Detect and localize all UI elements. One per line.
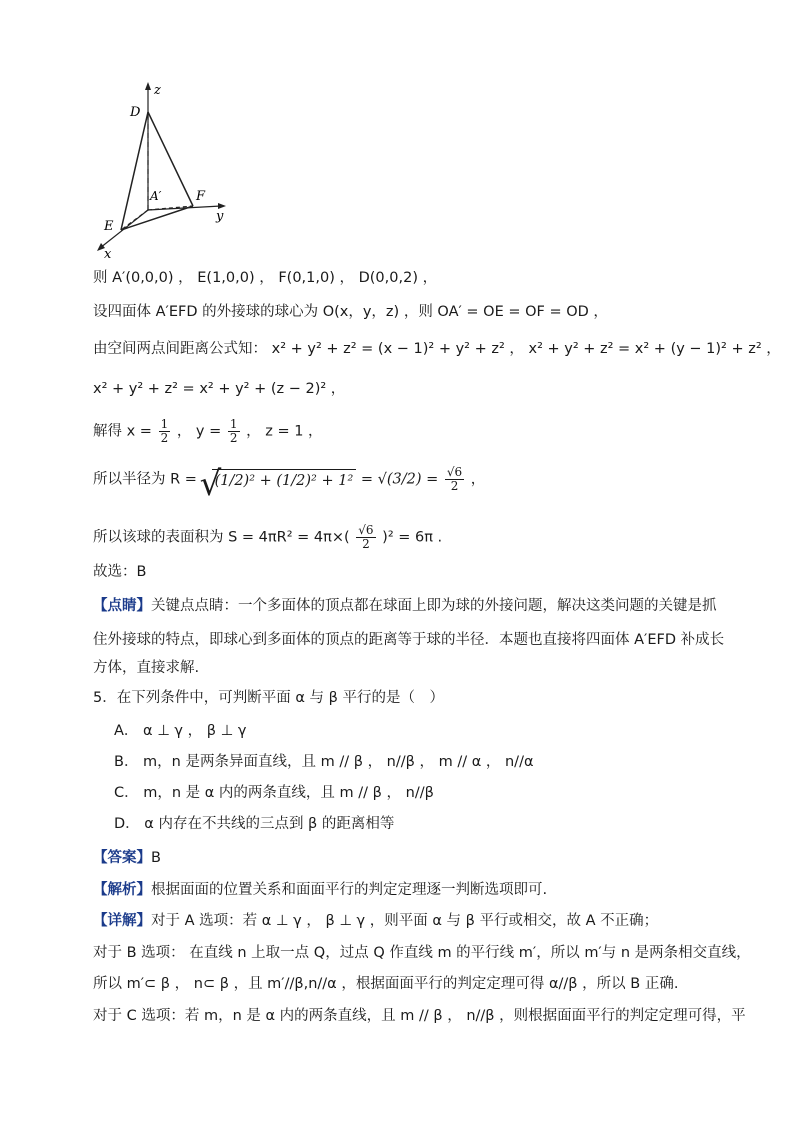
y-fraction: $\frac{1}{2}$	[229, 417, 238, 445]
distance-line-2: x² + y² + z² = x² + y² + (z − 2)² ，	[93, 381, 346, 397]
analysis-text: 根据面面的位置关系和面面平行的判定定理逐一判断选项即可.	[151, 882, 548, 898]
z-axis-arrow	[145, 82, 151, 90]
solve-prefix: 解得 x =	[93, 423, 152, 440]
answer-value: B	[151, 850, 161, 866]
area-line	[93, 524, 442, 551]
radius-end: ，	[470, 471, 486, 488]
option-d: D． α 内存在不共线的三点到 β 的距离相等	[114, 816, 395, 832]
answer-line	[93, 848, 161, 868]
analysis-tag: 【解析】	[93, 882, 151, 898]
radius-root32: √(3/2)	[377, 471, 422, 488]
area-fraction: $\frac{√6}{2}$	[358, 523, 374, 551]
label-F: F	[196, 189, 206, 204]
radius-eq1: =	[360, 471, 374, 488]
note-line-1	[93, 596, 717, 616]
center-line: 设四面体 A′EFD 的外接球的球心为 O(x，y，z) ，则 OA′ = OE = OF = OD ，	[93, 304, 608, 320]
radius-root: √ (1/2)² + (1/2)² + 1²	[212, 469, 357, 491]
note-line-3: 方体，直接求解.	[93, 660, 200, 676]
answer-tag: 【答案】	[93, 850, 151, 866]
detail-text: 对于 A 选项：若 α ⊥ γ ， β ⊥ γ ，则平面 α 与 β 平行或相交，故 A 不正确；	[151, 913, 659, 929]
radius-line	[93, 466, 485, 493]
area-post: )² = 6π .	[382, 529, 443, 546]
detail-c-line: 对于 C 选项：若 m，n 是 α 内的两条直线，且 m // β ， n//β ，则根据面面平行的判定定理可得，平	[93, 1008, 746, 1024]
label-x: x	[104, 247, 112, 262]
label-D: D	[130, 105, 141, 120]
radius-result: $\frac{√6}{2}$	[446, 465, 463, 493]
tetrahedron-figure	[88, 78, 248, 263]
coords-line: 则 A′(0,0,0) ， E(1,0,0) ， F(0,1,0) ， D(0,0,2) ，	[93, 270, 438, 286]
detail-b-line-1: 对于 B 选项： 在直线 n 上取一点 Q，过点 Q 作直线 m 的平行线 m′，所以 m′与 n 是两条相交直线，	[93, 945, 751, 961]
solution-line	[93, 418, 323, 445]
edge-D-E	[121, 112, 148, 230]
option-c: C． m，n 是 α 内的两条直线，且 m // β ， n//β	[114, 785, 434, 801]
option-a: A． α ⊥ γ ， β ⊥ γ	[114, 723, 247, 739]
area-prefix: 所以该球的表面积为 S = 4πR² = 4π×(	[93, 529, 350, 546]
label-A: A′	[150, 189, 162, 203]
radius-prefix: 所以半径为 R =	[93, 471, 197, 488]
solve-z: ， z = 1 ，	[246, 423, 323, 440]
analysis-line	[93, 880, 547, 900]
detail-b-line-2: 所以 m′⊂ β ， n⊂ β ，且 m′//β,n//α ，根据面面平行的判定定理可得 α//β ，所以 B 正确.	[93, 976, 679, 992]
label-z: z	[154, 83, 161, 98]
detail-tag: 【详解】	[93, 913, 151, 929]
note-line-2: 住外接球的特点，即球心到多面体的顶点的距离等于球的半径．本题也直接将四面体 A′EFD 补成长	[93, 632, 725, 648]
label-E: E	[104, 219, 114, 234]
question-5: 5．在下列条件中，可判断平面 α 与 β 平行的是（ ）	[93, 690, 444, 706]
note-tag: 【点睛】	[93, 598, 151, 614]
radius-eq2: =	[426, 471, 439, 488]
note-text-1: 关键点点睛：一个多面体的顶点都在球面上即为球的外接问题，解决这类问题的关键是抓	[151, 598, 717, 614]
option-b: B． m，n 是两条异面直线，且 m // β ， n//β ， m // α ， n//α	[114, 754, 534, 770]
distance-line-1: 由空间两点间距离公式知： x² + y² + z² = (x − 1)² + y² + z² ， x² + y² + z² = x² + (y − 1)² + z² ，	[93, 341, 781, 357]
label-y: y	[216, 209, 224, 224]
detail-line	[93, 911, 658, 931]
x-fraction: $\frac{1}{2}$	[160, 417, 169, 445]
choice-line: 故选：B	[93, 564, 147, 580]
solve-y: ， y =	[176, 423, 222, 440]
